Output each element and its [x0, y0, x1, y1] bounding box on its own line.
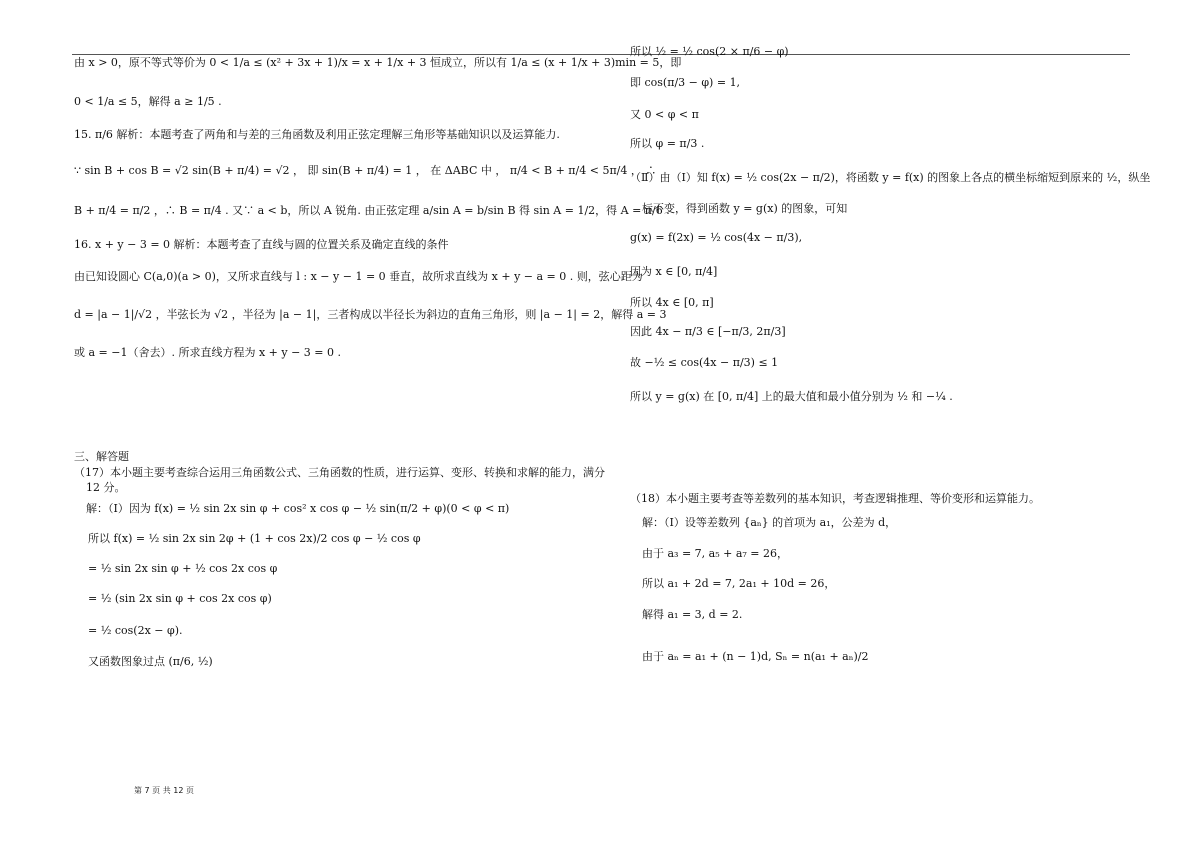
- text-line: = ½ cos(2x − φ).: [88, 624, 183, 637]
- text-line: （18）本小题主要考查等差数列的基本知识，考查逻辑推理、等价变形和运算能力。: [630, 492, 1040, 505]
- text-line: g(x) = f(2x) = ½ cos(4x − π/3),: [630, 231, 803, 244]
- text-line: B + π/4 = π/2 ，∴ B = π/4 . 又∵ a < b，所以 A 锐角. 由正弦定理 a/sin A = b/sin B 得 sin A = 1/2，得 A = π/6 .: [74, 204, 670, 217]
- text-line: 解：（Ⅰ）设等差数列 {aₙ} 的首项为 a₁，公差为 d，: [642, 516, 897, 529]
- text-line: 0 < 1/a ≤ 5，解得 a ≥ 1/5 .: [74, 95, 222, 108]
- text-line: 标不变，得到函数 y = g(x) 的图象，可知: [642, 202, 848, 215]
- text-line: 即 cos(π/3 − φ) = 1,: [630, 76, 741, 89]
- text-line: d = |a − 1|/√2 ，半弦长为 √2 ，半径为 |a − 1|，三者构成以半径长为斜边的直角三角形，则 |a − 1| = 2，解得 a = 3: [74, 308, 667, 321]
- text-line: 因此 4x − π/3 ∈ [−π/3, 2π/3]: [630, 325, 786, 338]
- text-line: ∵ sin B + cos B = √2 sin(B + π/4) = √2 ， 即 sin(B + π/4) = 1 ， 在 ΔABC 中 ， π/4 < B + π/4 < 5π/4 ， ∴: [74, 164, 657, 177]
- header-rule: [72, 54, 1130, 55]
- text-line: 所以 φ = π/3 .: [630, 137, 705, 150]
- text-line: 所以 y = g(x) 在 [0, π/4] 上的最大值和最小值分别为 ½ 和 −¼ .: [630, 390, 953, 403]
- text-line: = ½ (sin 2x sin φ + cos 2x cos φ): [88, 592, 272, 605]
- text-line: 16. x + y − 3 = 0 解析：本题考查了直线与圆的位置关系及确定直线的条件: [74, 238, 449, 251]
- text-line: 解得 a₁ = 3, d = 2.: [642, 608, 743, 621]
- text-line: （17）本小题主要考查综合运用三角函数公式、三角函数的性质，进行运算、变形、转换和求解的能力，满分: [74, 466, 605, 479]
- text-line: 所以 a₁ + 2d = 7, 2a₁ + 10d = 26，: [642, 577, 836, 590]
- text-line: 所以 ½ = ½ cos(2 × π/6 − φ): [630, 45, 789, 58]
- text-line: = ½ sin 2x sin φ + ½ cos 2x cos φ: [88, 562, 278, 575]
- text-line: 故 −½ ≤ cos(4x − π/3) ≤ 1: [630, 356, 779, 369]
- text-line: 所以 f(x) = ½ sin 2x sin 2φ + (1 + cos 2x)/2 cos φ − ½ cos φ: [88, 532, 421, 545]
- text-line: 由于 aₙ = a₁ + (n − 1)d, Sₙ = n(a₁ + aₙ)/2: [642, 650, 869, 663]
- text-line: 15. π/6 解析：本题考查了两角和与差的三角函数及利用正弦定理解三角形等基础知识以及运算能力.: [74, 128, 560, 141]
- text-line: 又 0 < φ < π: [630, 108, 699, 121]
- text-line: 12 分。: [86, 481, 126, 494]
- text-line: 解：（Ⅰ）因为 f(x) = ½ sin 2x sin φ + cos² x cos φ − ½ sin(π/2 + φ)(0 < φ < π): [86, 502, 510, 515]
- page-number: 第 7 页 共 12 页: [134, 786, 194, 795]
- text-line: 所以 4x ∈ [0, π]: [630, 296, 714, 309]
- text-line: （Ⅱ）由（Ⅰ）知 f(x) = ½ cos(2x − π/2)，将函数 y = f(x) 的图象上各点的横坐标缩短到原来的 ½，纵坐: [630, 171, 1151, 184]
- section-heading: 三、解答题: [74, 450, 129, 463]
- text-line: 又函数图象过点 (π/6, ½): [88, 655, 213, 668]
- text-line: 由已知设圆心 C(a,0)(a > 0)，又所求直线与 l : x − y − 1 = 0 垂直，故所求直线为 x + y − a = 0 . 则，弦心距为: [74, 270, 643, 283]
- text-line: 或 a = −1（舍去）. 所求直线方程为 x + y − 3 = 0 .: [74, 346, 342, 359]
- text-line: 由于 a₃ = 7, a₅ + a₇ = 26，: [642, 547, 789, 560]
- text-line: 因为 x ∈ [0, π/4]: [630, 265, 718, 278]
- text-line: 由 x > 0，原不等式等价为 0 < 1/a ≤ (x² + 3x + 1)/x = x + 1/x + 3 恒成立，所以有 1/a ≤ (x + 1/x + 3)min = 5，即: [74, 56, 682, 69]
